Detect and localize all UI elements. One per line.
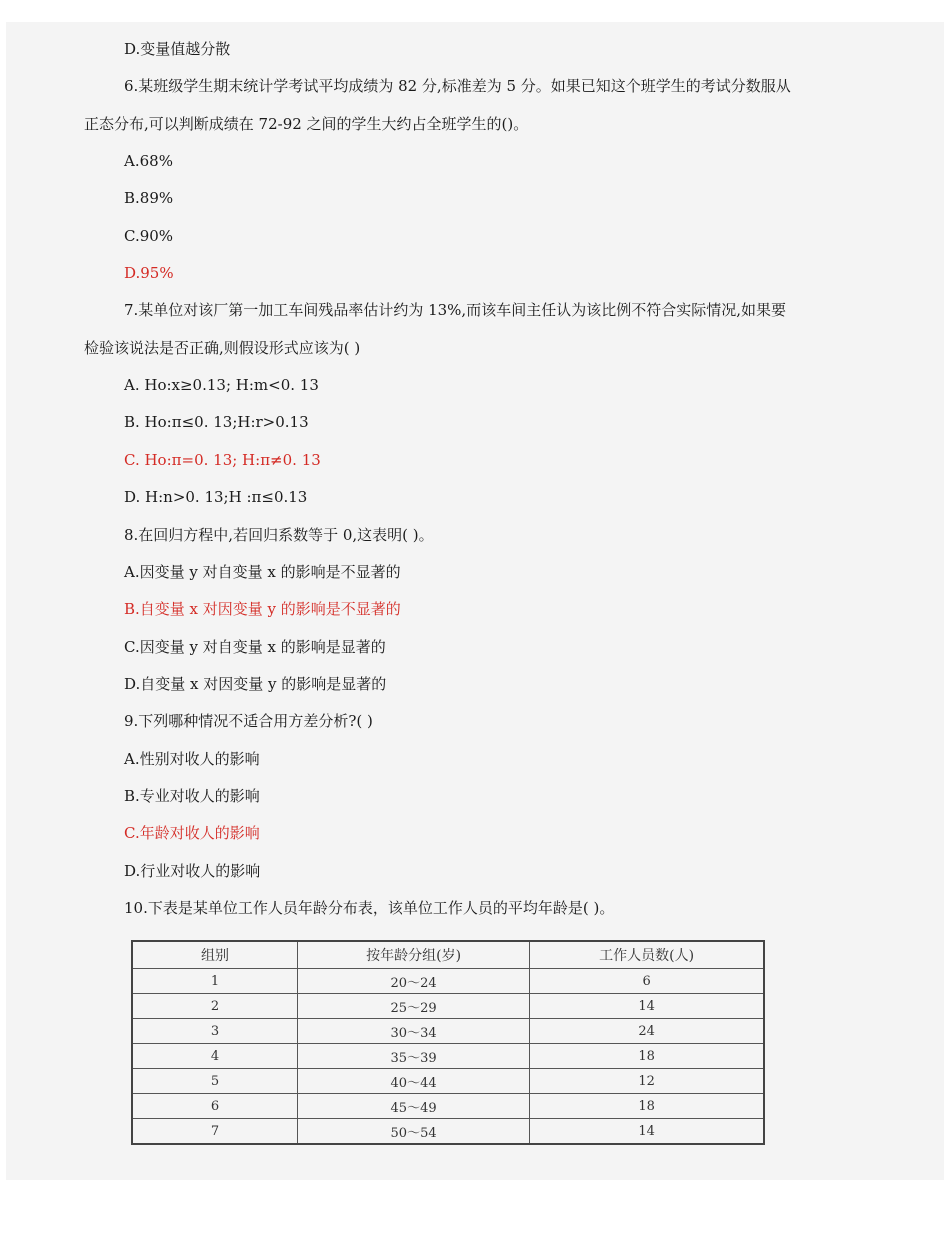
cell-staff-count: 18 bbox=[530, 1044, 764, 1069]
cell-group: 5 bbox=[132, 1069, 297, 1094]
q8-stem: 8.在回归方程中,若回归系数等于 0,这表明( )。 bbox=[124, 526, 434, 544]
q7-option-a: A. Ho:x≥0.13; H:m<0. 13 bbox=[124, 376, 319, 394]
cell-age-range: 35～39 bbox=[297, 1044, 529, 1069]
q9-option-d: D.行业对收人的影响 bbox=[124, 862, 261, 880]
cell-staff-count: 12 bbox=[530, 1069, 764, 1094]
cell-age-range: 20～24 bbox=[297, 969, 529, 994]
cell-group: 2 bbox=[132, 994, 297, 1019]
q8-option-c: C.因变量 y 对自变量 x 的影响是显著的 bbox=[124, 638, 386, 656]
table-row bbox=[132, 1119, 764, 1145]
cell-age-range: 30～34 bbox=[297, 1019, 529, 1044]
q6-stem-line1: 6.某班级学生期末统计学考试平均成绩为 82 分,标准差为 5 分。如果已知这个班学生的考试分数服从 bbox=[124, 77, 791, 95]
q5-option-d: D.变量值越分散 bbox=[124, 40, 231, 58]
q6-option-a: A.68% bbox=[124, 152, 173, 170]
age-distribution-table bbox=[131, 940, 765, 1145]
cell-staff-count: 24 bbox=[530, 1019, 764, 1044]
cell-group: 3 bbox=[132, 1019, 297, 1044]
table-row bbox=[132, 1044, 764, 1069]
q9-option-a: A.性别对收人的影响 bbox=[124, 750, 260, 768]
q6-option-c: C.90% bbox=[124, 227, 174, 245]
q6-stem-line2: 正态分布,可以判断成绩在 72-92 之间的学生大约占全班学生的()。 bbox=[84, 115, 529, 133]
q7-stem-line2: 检验该说法是否正确,则假设形式应该为( ) bbox=[84, 339, 361, 357]
cell-group: 4 bbox=[132, 1044, 297, 1069]
q8-option-d: D.自变量 x 对因变量 y 的影响是显著的 bbox=[124, 675, 387, 693]
cell-group: 1 bbox=[132, 969, 297, 994]
table-row bbox=[132, 1019, 764, 1044]
q7-option-c-answer: C. Ho:π=0. 13; H:π≠0. 13 bbox=[124, 451, 321, 469]
cell-group: 7 bbox=[132, 1119, 297, 1145]
cell-group: 6 bbox=[132, 1094, 297, 1119]
cell-staff-count: 14 bbox=[530, 1119, 764, 1145]
table-row bbox=[132, 1069, 764, 1094]
header-group: 组别 bbox=[132, 941, 297, 969]
cell-age-range: 50～54 bbox=[297, 1119, 529, 1145]
q7-stem-line1: 7.某单位对该厂第一加工车间残品率估计约为 13%,而该车间主任认为该比例不符合实际情况,如果要 bbox=[124, 301, 786, 319]
q6-option-b: B.89% bbox=[124, 189, 174, 207]
header-staff-count: 工作人员数(人) bbox=[530, 941, 764, 969]
q8-option-b-answer: B.自变量 x 对因变量 y 的影响是不显著的 bbox=[124, 600, 401, 618]
q8-option-a: A.因变量 y 对自变量 x 的影响是不显著的 bbox=[124, 563, 401, 581]
q9-option-b: B.专业对收人的影响 bbox=[124, 787, 260, 805]
cell-staff-count: 6 bbox=[530, 969, 764, 994]
q9-option-c-answer: C.年龄对收人的影响 bbox=[124, 824, 260, 842]
cell-age-range: 40～44 bbox=[297, 1069, 529, 1094]
cell-staff-count: 14 bbox=[530, 994, 764, 1019]
q9-stem: 9.下列哪种情况不适合用方差分析?( ) bbox=[124, 712, 373, 730]
table-row bbox=[132, 994, 764, 1019]
q7-option-d: D. H:n>0. 13;H :π≤0.13 bbox=[124, 488, 308, 506]
q10-stem: 10.下表是某单位工作人员年龄分布表，该单位工作人员的平均年龄是( )。 bbox=[124, 899, 615, 917]
header-age-range: 按年龄分组(岁) bbox=[297, 941, 529, 969]
cell-age-range: 45～49 bbox=[297, 1094, 529, 1119]
cell-staff-count: 18 bbox=[530, 1094, 764, 1119]
table-header-row bbox=[132, 941, 764, 969]
q6-option-d-answer: D.95% bbox=[124, 264, 174, 282]
q7-option-b: B. Ho:π≤0. 13;H:r>0.13 bbox=[124, 413, 309, 431]
cell-age-range: 25～29 bbox=[297, 994, 529, 1019]
table-row bbox=[132, 969, 764, 994]
table-row bbox=[132, 1094, 764, 1119]
